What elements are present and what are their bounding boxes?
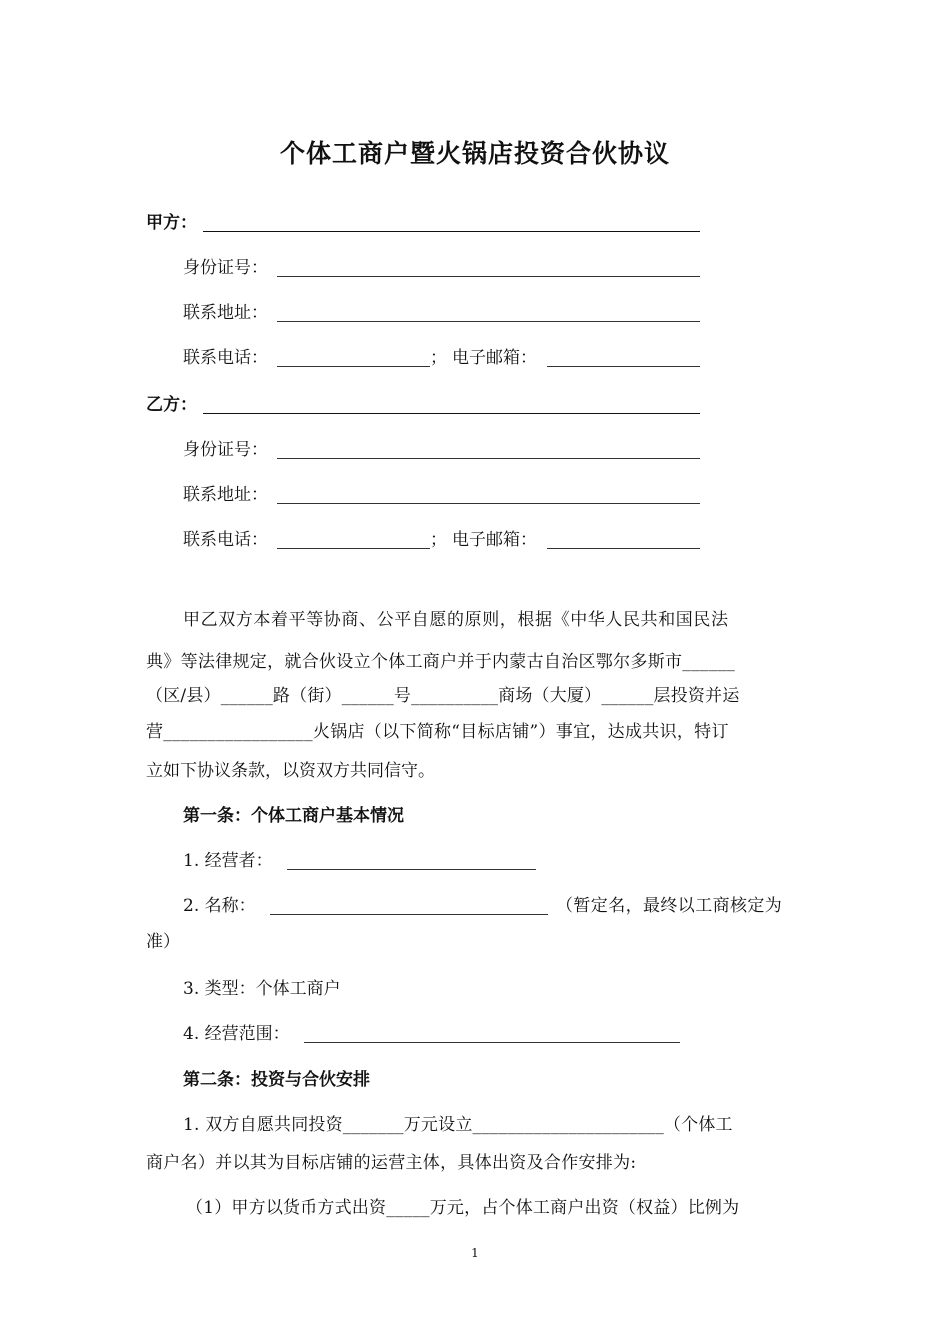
intro-line-2: 典》等法律规定，就合伙设立个体工商户并于内蒙古自治区鄂尔多斯市______ <box>146 652 736 672</box>
party-b-label: 乙方： <box>146 395 197 415</box>
party-b-separator: ； <box>430 530 447 550</box>
article-1-heading: 第一条：个体工商户基本情况 <box>183 806 404 826</box>
party-b-address-line <box>277 503 700 504</box>
party-b-id-label: 身份证号： <box>183 440 268 460</box>
party-a-phone-label: 联系电话： <box>183 348 268 368</box>
party-a-phone-line <box>277 366 430 367</box>
article-1-item-4-label: 4. 经营范围： <box>183 1024 290 1044</box>
intro-line-4: 营_________________火锅店（以下简称“目标店铺”）事宜，达成共识，特订 <box>146 722 729 742</box>
business-name-line <box>270 914 548 915</box>
intro-line-5: 立如下协议条款，以资双方共同信守。 <box>146 761 435 781</box>
intro-line-1: 甲乙双方本着平等协商、公平自愿的原则，根据《中华人民共和国民法 <box>183 610 729 630</box>
party-a-id-line <box>277 276 700 277</box>
article-2-heading: 第二条：投资与合伙安排 <box>183 1070 370 1090</box>
party-a-id-label: 身份证号： <box>183 258 268 278</box>
party-b-email-line <box>547 548 700 549</box>
article-1-item-1-label: 1. 经营者： <box>183 851 273 871</box>
article-1-item-2-continuation: 准） <box>146 932 180 952</box>
party-a-separator: ； <box>430 348 447 368</box>
article-1-item-2-suffix: （暂定名，最终以工商核定为 <box>556 896 783 916</box>
business-scope-line <box>304 1042 680 1043</box>
page-number: 1 <box>471 1246 479 1260</box>
party-b-address-label: 联系地址： <box>183 485 268 505</box>
article-2-para-2-line-1: （1）甲方以货币方式出资_____万元，占个体工商户出资（权益）比例为 <box>186 1198 740 1218</box>
party-b-name-line <box>203 413 700 414</box>
party-a-address-label: 联系地址： <box>183 303 268 323</box>
article-2-para-1-line-2: 商户名）并以其为目标店铺的运营主体，具体出资及合作安排为: <box>146 1153 637 1173</box>
party-a-label: 甲方： <box>146 213 197 233</box>
party-a-email-line <box>547 366 700 367</box>
intro-line-3: （区/县）______路（街）______号__________商场（大厦）______层投资并运 <box>146 686 740 706</box>
party-a-address-line <box>277 321 700 322</box>
document-title: 个体工商户暨火锅店投资合伙协议 <box>279 139 670 168</box>
operator-line <box>287 869 536 870</box>
party-a-email-label: 电子邮箱： <box>452 348 537 368</box>
article-2-para-1-line-1: 1. 双方自愿共同投资_______万元设立______________________（个体工 <box>183 1115 733 1135</box>
party-b-phone-label: 联系电话： <box>183 530 268 550</box>
article-1-item-3: 3. 类型：个体工商户 <box>183 979 341 999</box>
article-1-item-2-label: 2. 名称： <box>183 896 256 916</box>
party-b-id-line <box>277 458 700 459</box>
party-b-email-label: 电子邮箱： <box>452 530 537 550</box>
party-b-phone-line <box>277 548 430 549</box>
party-a-name-line <box>203 231 700 232</box>
